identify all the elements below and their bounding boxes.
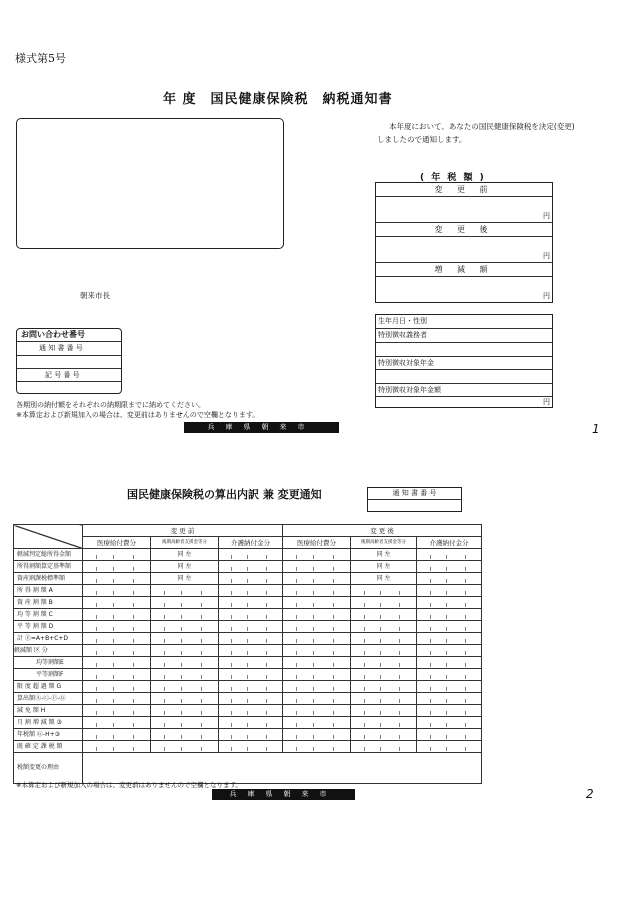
table-cell [283,717,351,729]
table-cell [351,585,417,597]
table-cell [351,729,417,741]
table-cell [219,621,283,633]
reduction-sub-0: 区 分 [34,646,48,654]
reduction-sub-2: 平等割額F [14,669,83,681]
table-cell [417,561,482,573]
before-label: 変 更 前 [376,183,552,197]
table-cell [151,729,219,741]
same-as-left: 同 左 [151,561,219,573]
table-cell [283,657,351,669]
table-cell [417,549,482,561]
table-cell [151,633,219,645]
table-cell [283,597,351,609]
table-row [14,693,482,705]
table-cell [151,669,219,681]
table-cell [417,705,482,717]
address-box [16,118,284,249]
row-label: 限 度 超 過 額 G [14,681,83,693]
table-row [14,585,482,597]
same-as-left: 同 左 [351,561,417,573]
row-label: 軽減判定総所得金額 [14,549,83,561]
table-cell [283,681,351,693]
table-cell [83,597,151,609]
table-cell [351,645,417,657]
table-cell [351,693,417,705]
table-cell [351,681,417,693]
table-cell [351,597,417,609]
table-cell [283,645,351,657]
table-cell [417,717,482,729]
same-as-left: 同 左 [151,549,219,561]
reduction-sub-1: 均等割額E [14,657,83,669]
table-cell [219,645,283,657]
table-cell [151,693,219,705]
col-care: 介護納付金分 [417,537,482,549]
footnote-1: 各期別の納付額をそれぞれの納期限までに納めてください。 [16,401,205,409]
table-cell [417,597,482,609]
col-medical: 医療給付費分 [283,537,351,549]
table-cell [219,633,283,645]
notice-text: 本年度において、あなたの国民健康保険税を決定(変更)しましたので通知します。 [377,122,575,144]
table-cell [351,657,417,669]
table-cell [351,633,417,645]
table-cell [219,693,283,705]
row-label: 計 Ⓔ=A+B+C+D [14,633,83,645]
table-cell [83,645,151,657]
table-row [14,597,482,609]
table-cell [83,705,151,717]
table-row [14,621,482,633]
calc-notice-label: 通 知 書 番 号 [368,488,461,500]
table-cell [219,597,283,609]
row-label: 所得割額算定基準額 [14,561,83,573]
info-blank [376,343,552,357]
table-cell [417,693,482,705]
table-cell [417,609,482,621]
same-as-left: 同 左 [351,549,417,561]
table-cell [219,561,283,573]
table-cell [83,633,151,645]
table-cell [283,585,351,597]
table-cell [219,741,283,753]
calc-footnote: ※本算定および新規加入の場合は、変更前はありませんので空欄となります。 [16,781,242,789]
row-label: 年税額 Ⓖ-H+③ [14,729,83,741]
table-cell [283,573,351,585]
same-as-left: 同 左 [351,573,417,585]
yen-unit: 円 [543,398,550,406]
table-cell [417,573,482,585]
table-cell [283,633,351,645]
col-medical: 医療給付費分 [83,537,151,549]
table-cell [83,741,151,753]
table-cell [219,573,283,585]
table-row [14,609,482,621]
table-cell [219,609,283,621]
table-cell [219,681,283,693]
table-row [14,741,482,753]
table-cell [417,585,482,597]
inquiry-box [16,328,122,394]
table-cell [83,621,151,633]
table-cell [283,561,351,573]
yen-unit: 円 [543,292,550,300]
table-cell [83,657,151,669]
table-cell [351,741,417,753]
info-birth: 生年月日・性別 [376,315,552,329]
page-title: 年 度 国民健康保険税 納税通知書 [163,92,393,107]
table-cell [417,633,482,645]
table-cell [417,669,482,681]
col-support: 後期高齢者支援金等分 [351,537,417,549]
diff-value [376,277,552,302]
table-cell [283,669,351,681]
yen-unit: 円 [543,252,550,260]
row-label: 減 免 額 H [14,705,83,717]
info-withholder: 特別徴収義務者 [376,329,552,343]
after-value [376,237,552,263]
table-cell [283,621,351,633]
mayor-label: 朝来市長 [80,291,110,300]
annual-tax-heading: ( 年 税 額 ) [420,173,486,183]
reason-cell [83,753,482,784]
table-cell [283,729,351,741]
table-row [14,681,482,693]
annual-tax-box [375,182,553,303]
table-cell [351,669,417,681]
table-cell [219,585,283,597]
table-cell [219,705,283,717]
table-cell [83,717,151,729]
table-row [14,717,482,729]
reason-label: 税額変更の理由 [14,753,83,784]
corner-cell [14,525,83,549]
table-row [14,729,482,741]
table-cell [219,549,283,561]
info-box [375,314,553,408]
footnote-2: ※本算定および新規加入の場合は、変更前はありませんので空欄となります。 [16,411,260,419]
table-cell [283,549,351,561]
table-cell [351,717,417,729]
table-cell [417,621,482,633]
table-cell [351,609,417,621]
inquiry-record-no: 記 号 番 号 [17,369,121,382]
table-cell [417,645,482,657]
inquiry-title: お問い合わせ番号 [17,329,121,342]
table-cell [151,597,219,609]
calc-table [13,524,482,784]
table-cell [219,729,283,741]
info-amount [376,397,552,407]
page-mark: 1 [592,422,600,436]
table-cell [283,693,351,705]
table-cell [283,609,351,621]
row-label: 月 割 増 減 額 ③ [14,717,83,729]
table-cell [83,561,151,573]
row-label: 均 等 割 額 C [14,609,83,621]
table-cell [351,621,417,633]
table-row [14,573,482,585]
after-label: 変 更 後 [376,223,552,237]
reduction-label-cell [14,645,83,657]
table-cell [83,585,151,597]
row-label: 資産割課税標準額 [14,573,83,585]
group-after: 変 更 後 [283,525,482,537]
table-cell [83,609,151,621]
reduction-group: 軽減額 [14,646,33,654]
row-label: 平 等 割 額 D [14,621,83,633]
table-cell [283,705,351,717]
col-care: 介護納付金分 [219,537,283,549]
table-cell [151,681,219,693]
inquiry-notice-no: 通 知 書 番 号 [17,342,121,356]
table-cell [151,609,219,621]
info-pension-amount: 特別徴収対象年金額 [376,384,552,397]
table-cell [417,741,482,753]
page-mark-2: 2 [586,787,594,801]
table-row [14,705,482,717]
table-cell [151,585,219,597]
table-cell [83,573,151,585]
table-cell [219,717,283,729]
row-label: 所 得 割 額 A [14,585,83,597]
table-cell [351,705,417,717]
calc-notice-box [367,487,462,512]
city-bar-2: 兵庫県朝来市 [212,789,355,800]
calc-title: 国民健康保険税の算出内訳 兼 変更通知 [127,488,322,501]
table-cell [283,741,351,753]
group-before: 変 更 前 [83,525,283,537]
table-cell [219,669,283,681]
inquiry-blank [17,356,121,369]
table-cell [417,657,482,669]
table-cell [151,705,219,717]
table-cell [417,681,482,693]
table-cell [83,681,151,693]
before-value [376,197,552,223]
table-cell [151,621,219,633]
diff-label: 増 減 額 [376,263,552,277]
table-row [14,561,482,573]
same-as-left: 同 左 [151,573,219,585]
row-label: 既 確 定 課 税 額 [14,741,83,753]
info-blank [376,370,552,384]
table-cell [219,657,283,669]
table-row [14,549,482,561]
table-cell [151,717,219,729]
yen-unit: 円 [543,212,550,220]
info-pension: 特別徴収対象年金 [376,357,552,370]
table-cell [83,549,151,561]
table-cell [83,693,151,705]
table-row [14,633,482,645]
row-label: 資 産 割 額 B [14,597,83,609]
row-label: 算出額Ⓐ-Ⓒ-Ⓕ-Ⓖ [14,693,83,705]
table-cell [83,669,151,681]
col-support: 後期高齢者支援金等分 [151,537,219,549]
city-bar: 兵庫県朝来市 [184,422,339,433]
table-cell [83,729,151,741]
table-cell [151,645,219,657]
table-cell [151,741,219,753]
form-number: 様式第5号 [15,52,66,65]
table-cell [151,657,219,669]
table-cell [417,729,482,741]
